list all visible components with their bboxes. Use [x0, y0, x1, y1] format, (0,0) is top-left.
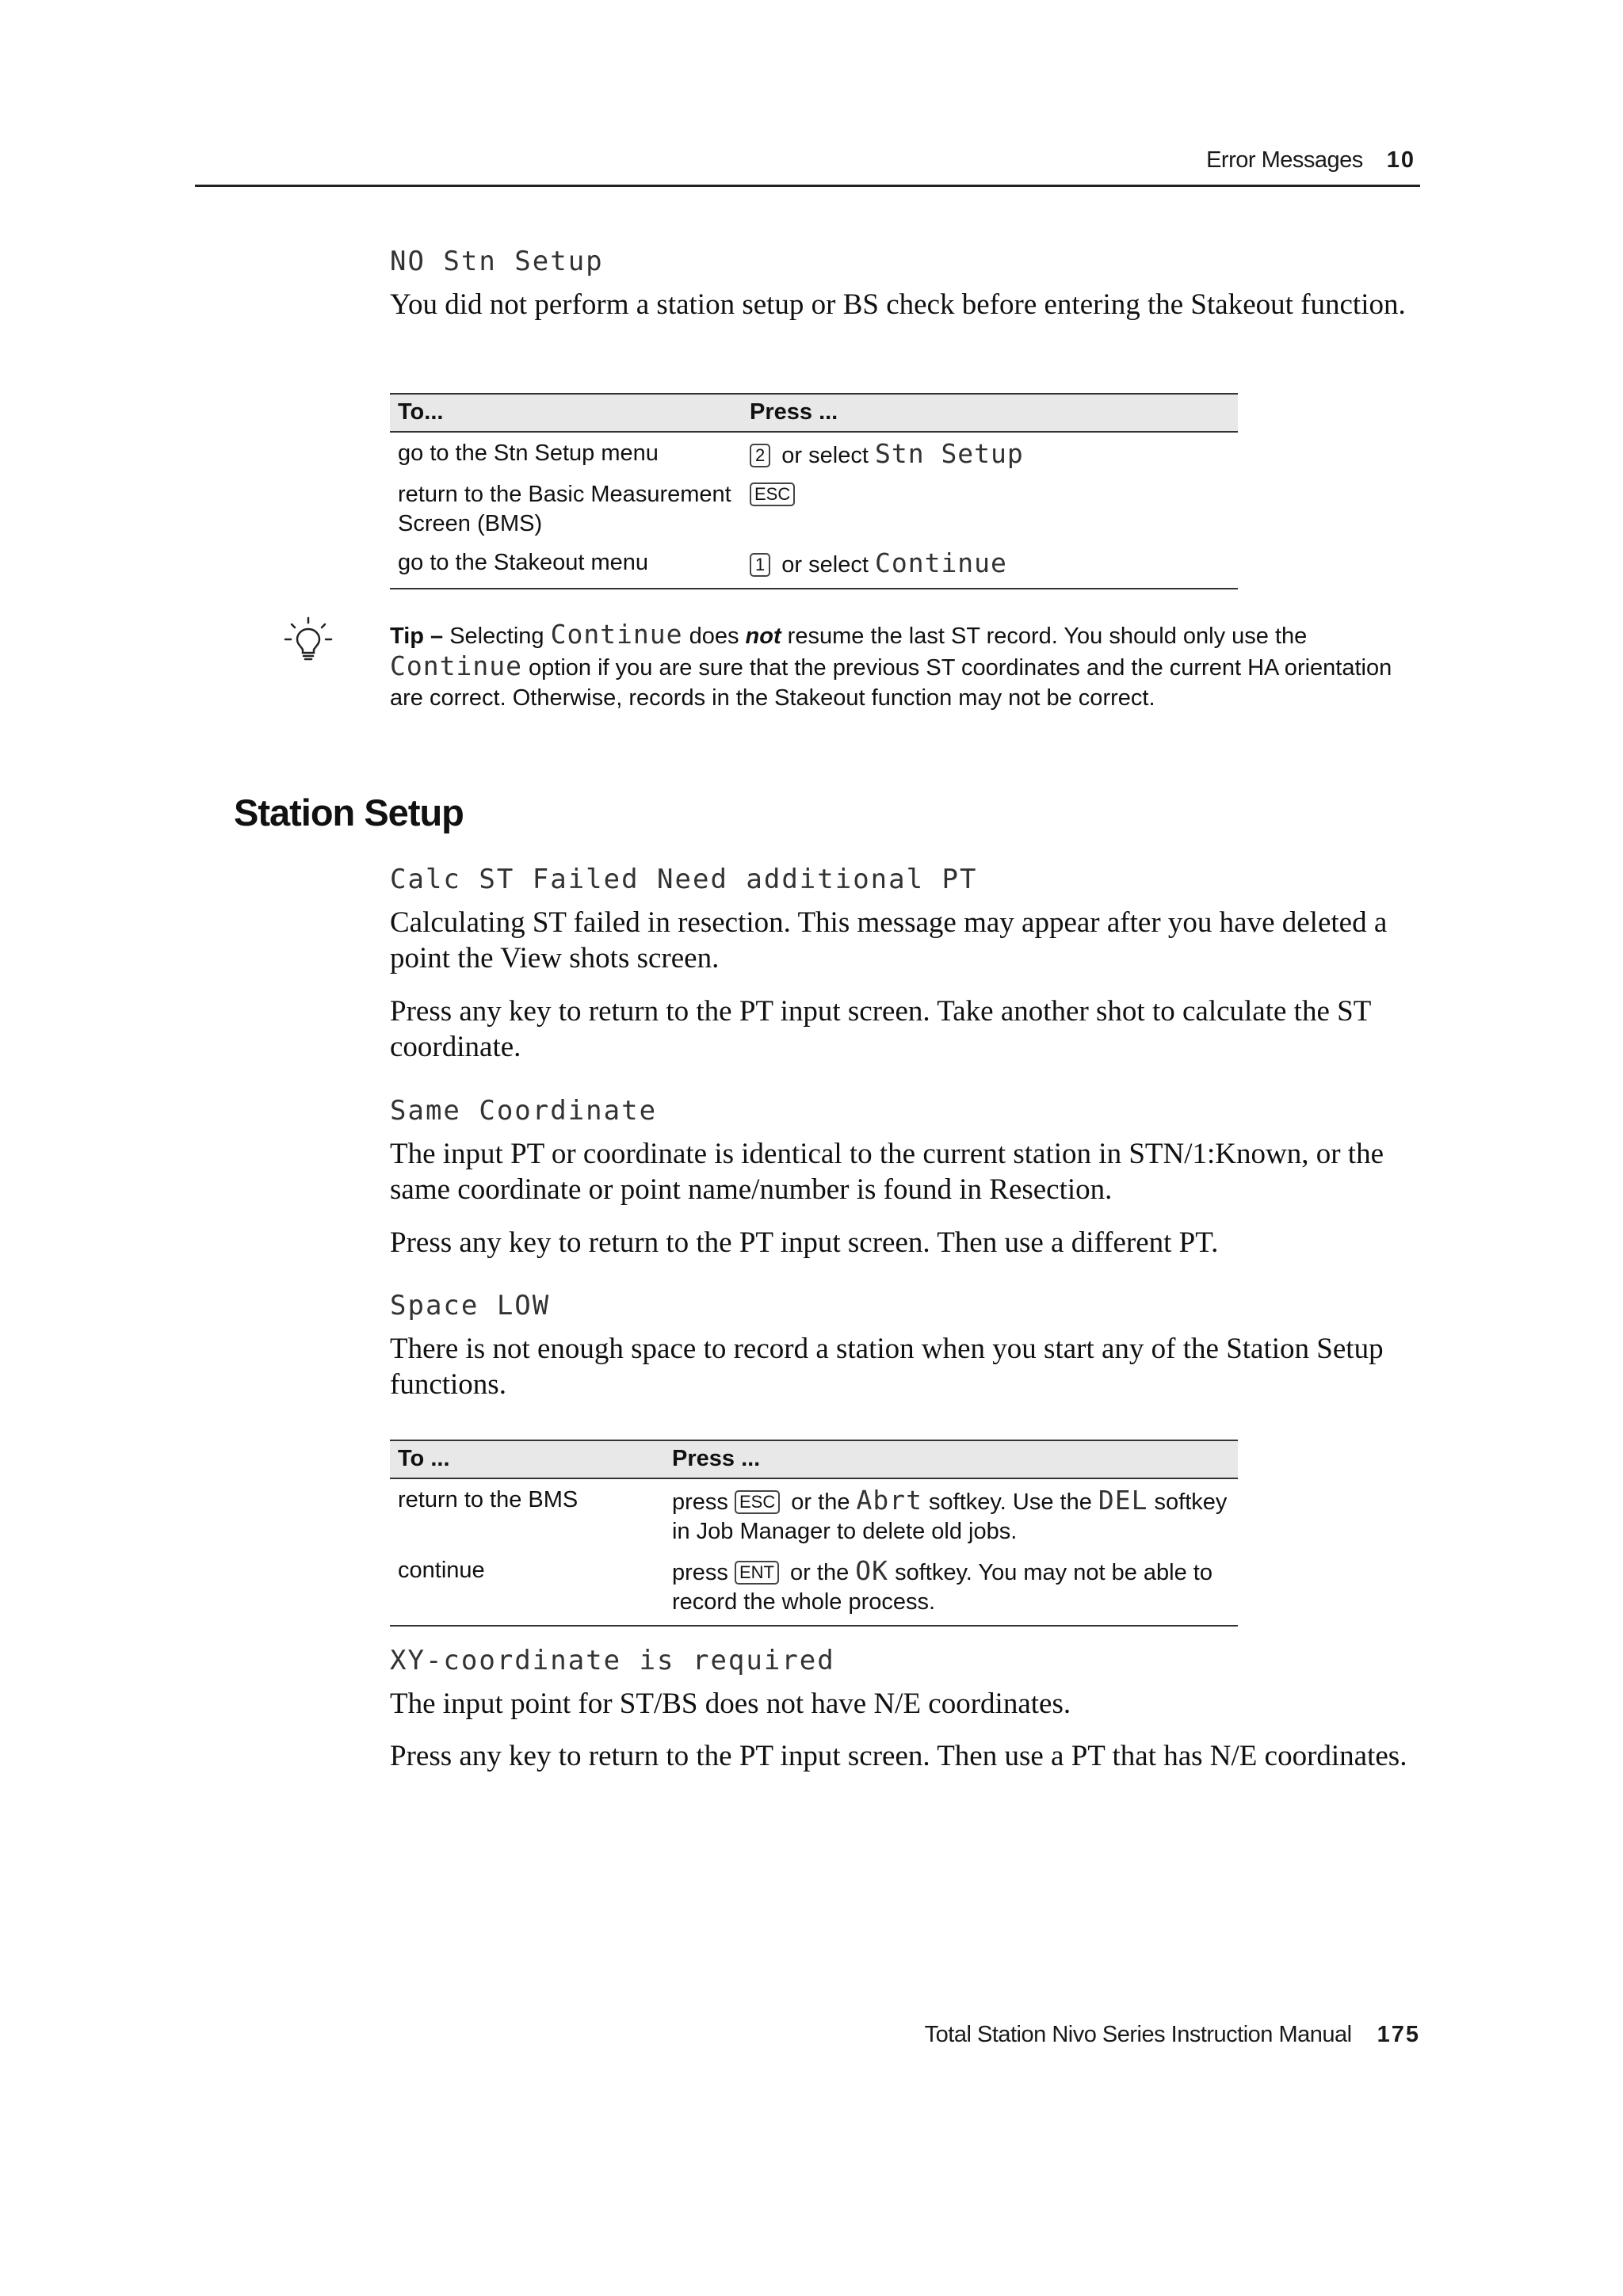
chapter-title: Error Messages — [1206, 147, 1363, 173]
manual-title: Total Station Nivo Series Instruction Manual — [924, 2022, 1352, 2047]
header-text — [1206, 147, 1415, 174]
cell-text: softkey in Job Manager to delete old jobs. — [672, 1489, 1228, 1544]
table-header-to: To ... — [390, 1440, 664, 1478]
table-row — [390, 542, 1238, 589]
body-paragraph: Press any key to return to the PT input screen. Take another shot to calculate the ST coordinate. — [390, 995, 1371, 1063]
cell-text: press — [672, 1489, 735, 1515]
key-ent-icon: ENT — [735, 1561, 779, 1585]
table-row — [390, 474, 1238, 542]
table-cell-to: return to the BMS — [398, 1487, 579, 1512]
tip-label: Tip – — [390, 624, 444, 649]
body-paragraph: There is not enough space to record a station when you start any of the Station Setup functions. — [390, 1333, 1384, 1401]
table-cell-press — [742, 474, 1238, 542]
body-paragraph: Calculating ST failed in resection. This message may appear after you have deleted a point the View shots screen. — [390, 906, 1388, 974]
page-number: 175 — [1377, 2022, 1420, 2047]
table-cell-to: return to the Basic Measurement Screen (BMS) — [398, 482, 731, 536]
key-esc-icon: ESC — [750, 482, 795, 506]
table-header-row — [390, 1440, 1238, 1478]
error-heading-calc-st-failed: Calc ST Failed Need additional PT — [390, 864, 978, 895]
lcd-option-stn-setup: Stn Setup — [874, 438, 1024, 469]
action-table-space-low — [390, 1440, 1238, 1627]
table-row — [390, 1478, 1238, 1550]
cell-text: or the — [785, 1489, 857, 1515]
table-header-to: To... — [390, 394, 742, 432]
table-cell-press — [664, 1550, 1238, 1626]
section-title: Station Setup — [234, 791, 464, 833]
body-paragraph: The input point for ST/BS does not have N/E coordinates. — [390, 1688, 1071, 1720]
error-heading-space-low: Space LOW — [390, 1290, 551, 1322]
table-header-press: Press ... — [742, 394, 1238, 432]
tip-text: resume the last ST record. You should only use the — [781, 624, 1308, 649]
lcd-softkey-ok: OK — [855, 1555, 889, 1586]
cell-text: or the — [783, 1560, 856, 1585]
cell-text: or select — [775, 443, 875, 468]
tip-text: does — [682, 624, 746, 649]
body-paragraph: Press any key to return to the PT input screen. Then use a different PT. — [390, 1226, 1219, 1259]
body-paragraph: The input PT or coordinate is identical to the current station in STN/1:Known, or the same coordinate or point name/number is found in Resection. — [390, 1138, 1384, 1206]
lcd-option-continue: Continue — [874, 547, 1007, 578]
table-cell-to: go to the Stakeout menu — [390, 542, 742, 589]
table-cell-press — [742, 542, 1238, 589]
tip-text: option if you are sure that the previous ST coordinates and the current HA orientation are correct. Otherwise, records in the Stakeout function may not be correct. — [390, 655, 1392, 711]
running-footer — [925, 2022, 1420, 2048]
cell-text: press — [672, 1560, 735, 1585]
tip-text: Selecting — [443, 624, 551, 649]
tip-note — [390, 620, 1428, 713]
cell-text: softkey. You may not be able to record the whole process. — [672, 1560, 1212, 1615]
key-1-icon: 1 — [750, 553, 770, 577]
table-cell-to: go to the Stn Setup menu — [398, 441, 659, 466]
table-cell-to: continue — [390, 1550, 664, 1626]
action-table-no-stn-setup — [390, 393, 1238, 589]
lcd-option-continue: Continue — [390, 650, 522, 681]
body-paragraph: Press any key to return to the PT input screen. Then use a PT that has N/E coordinates. — [390, 1740, 1407, 1772]
running-header — [195, 147, 1420, 187]
key-esc-icon: ESC — [735, 1490, 780, 1514]
error-heading-same-coordinate: Same Coordinate — [390, 1095, 658, 1127]
error-description: You did not perform a station setup or BS check before entering the Stakeout function. — [390, 288, 1406, 321]
lightbulb-icon — [282, 615, 334, 667]
chapter-number: 10 — [1386, 147, 1415, 173]
lcd-option-continue: Continue — [550, 619, 683, 650]
cell-text: softkey. Use the — [922, 1489, 1098, 1515]
table-row — [390, 432, 1238, 474]
table-cell-press — [742, 432, 1238, 474]
lcd-softkey-abrt: Abrt — [856, 1485, 922, 1516]
error-heading-no-stn-setup: NO Stn Setup — [390, 246, 604, 277]
table-header-press: Press ... — [664, 1440, 1238, 1478]
table-row — [390, 1550, 1238, 1626]
cell-text: or select — [775, 552, 875, 578]
table-cell-press — [664, 1478, 1238, 1550]
table-header-row — [390, 394, 1238, 432]
error-heading-xy-coordinate-required: XY-coordinate is required — [390, 1645, 835, 1676]
tip-emphasis: not — [745, 624, 781, 649]
lcd-softkey-del: DEL — [1098, 1485, 1148, 1516]
key-2-icon: 2 — [750, 444, 770, 467]
